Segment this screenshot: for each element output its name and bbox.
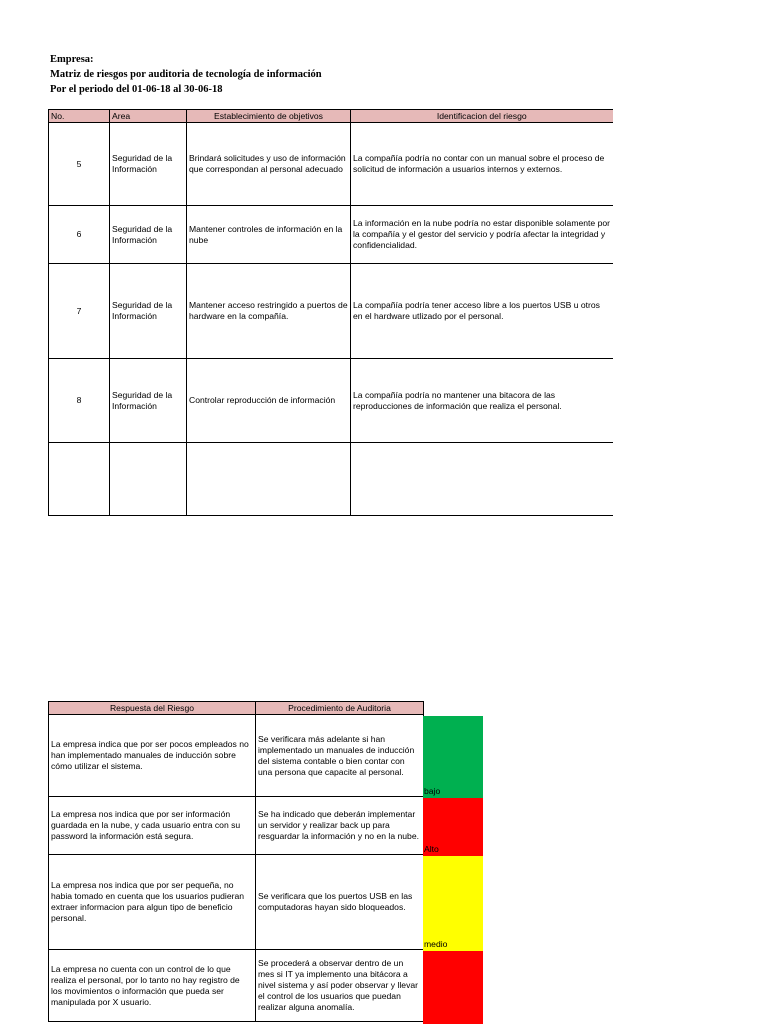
row-objective: Mantener controles de información en la nube	[187, 206, 351, 264]
row-objective: Controlar reproducción de información	[187, 359, 351, 443]
row-procedure: Se verificara que los puertos USB en las computadoras hayan sido bloqueados.	[256, 855, 424, 950]
row-area	[110, 443, 187, 516]
table-row	[49, 359, 613, 443]
row-risk: La compañía podría no mantener una bitacora de las reproducciones de información que realiza el personal.	[351, 359, 613, 443]
risk-level-cell	[423, 951, 483, 1024]
period-label: Por el periodo del 01-06-18 al 30-06-18	[50, 84, 223, 95]
row-response: La empresa nos indica que por ser información guardada en la nube, y cada usuario entra con su password la información está segura.	[49, 797, 256, 855]
header-area: Area	[110, 110, 187, 123]
risk-level-label: Alto	[424, 844, 439, 854]
row-objective	[187, 443, 351, 516]
row-procedure: Se ha indicado que deberán implementar un servidor y realizar back up para resguardar la información y no en la nube.	[256, 797, 424, 855]
company-label: Empresa:	[50, 54, 94, 65]
row-risk: La compañía podría tener acceso libre a los puertos USB u otros en el hardware utlizado por el personal.	[351, 264, 613, 359]
table-row	[49, 797, 424, 855]
row-objective: Brindará solicitudes y uso de información que correspondan al personal adecuado	[187, 123, 351, 206]
row-area: Seguridad de la Información	[110, 359, 187, 443]
header-risk-response: Respuesta del Riesgo	[49, 702, 256, 715]
table-row-empty	[49, 443, 613, 516]
table-row	[49, 123, 613, 206]
row-response: La empresa no cuenta con un control de lo que realiza el personal, por lo tanto no hay registro de los movimientos o información que pueda ser manipulada por X usuario.	[49, 950, 256, 1022]
row-procedure: Se procederá a observar dentro de un mes si IT ya implemento una bitácora a nivel sistema y así poder observar y llevar el control de los usuarios que puedan realizar alguna anomalía.	[256, 950, 424, 1022]
header-risk-identification: Identificacion del riesgo	[351, 110, 613, 123]
row-risk: La compañía podría no contar con un manual sobre el proceso de solicitud de información a usuarios internos y externos.	[351, 123, 613, 206]
row-area: Seguridad de la Información	[110, 206, 187, 264]
response-header-row	[49, 702, 424, 715]
row-number: 8	[49, 359, 110, 443]
table-row	[49, 715, 424, 797]
table-row	[49, 855, 424, 950]
row-area: Seguridad de la Información	[110, 123, 187, 206]
row-risk	[351, 443, 613, 516]
risk-level-cell	[423, 798, 483, 856]
matrix-title: Matriz de riesgos por auditoria de tecnología de información	[50, 69, 322, 80]
row-procedure: Se verificara más adelante si han implementado un manuales de inducción del sistema contable o bien contar con una persona que capacite al personal.	[256, 715, 424, 797]
row-number	[49, 443, 110, 516]
risk-level-label: medio	[424, 939, 448, 949]
table-row	[49, 264, 613, 359]
table-row	[49, 206, 613, 264]
risk-response-table	[48, 701, 424, 1022]
row-number: 6	[49, 206, 110, 264]
row-objective: Mantener acceso restringido a puertos de hardware en la compañía.	[187, 264, 351, 359]
risk-level-cell	[423, 716, 483, 798]
risk-matrix-table	[48, 109, 613, 516]
header-objectives: Establecimiento de objetivos	[187, 110, 351, 123]
row-area: Seguridad de la Información	[110, 264, 187, 359]
row-number: 5	[49, 123, 110, 206]
row-number: 7	[49, 264, 110, 359]
row-risk: La información en la nube podría no estar disponible solamente por la compañía y el gestor del servicio y podría afectar la integridad y confidencialidad.	[351, 206, 613, 264]
document-header	[50, 52, 322, 97]
row-response: La empresa nos indica que por ser pequeña, no habia tomado en cuenta que los usuarios pudieran extraer informacion para algun tipo de beneficio personal.	[49, 855, 256, 950]
header-no: No.	[49, 110, 110, 123]
row-response: La empresa indica que por ser pocos empleados no han implementado manuales de inducción sobre cómo utilizar el sistema.	[49, 715, 256, 797]
risk-matrix-header-row	[49, 110, 613, 123]
header-audit-procedure: Procedimiento de Auditoria	[256, 702, 424, 715]
table-row	[49, 950, 424, 1022]
risk-level-cell	[423, 856, 483, 951]
risk-level-label: bajo	[424, 786, 441, 796]
